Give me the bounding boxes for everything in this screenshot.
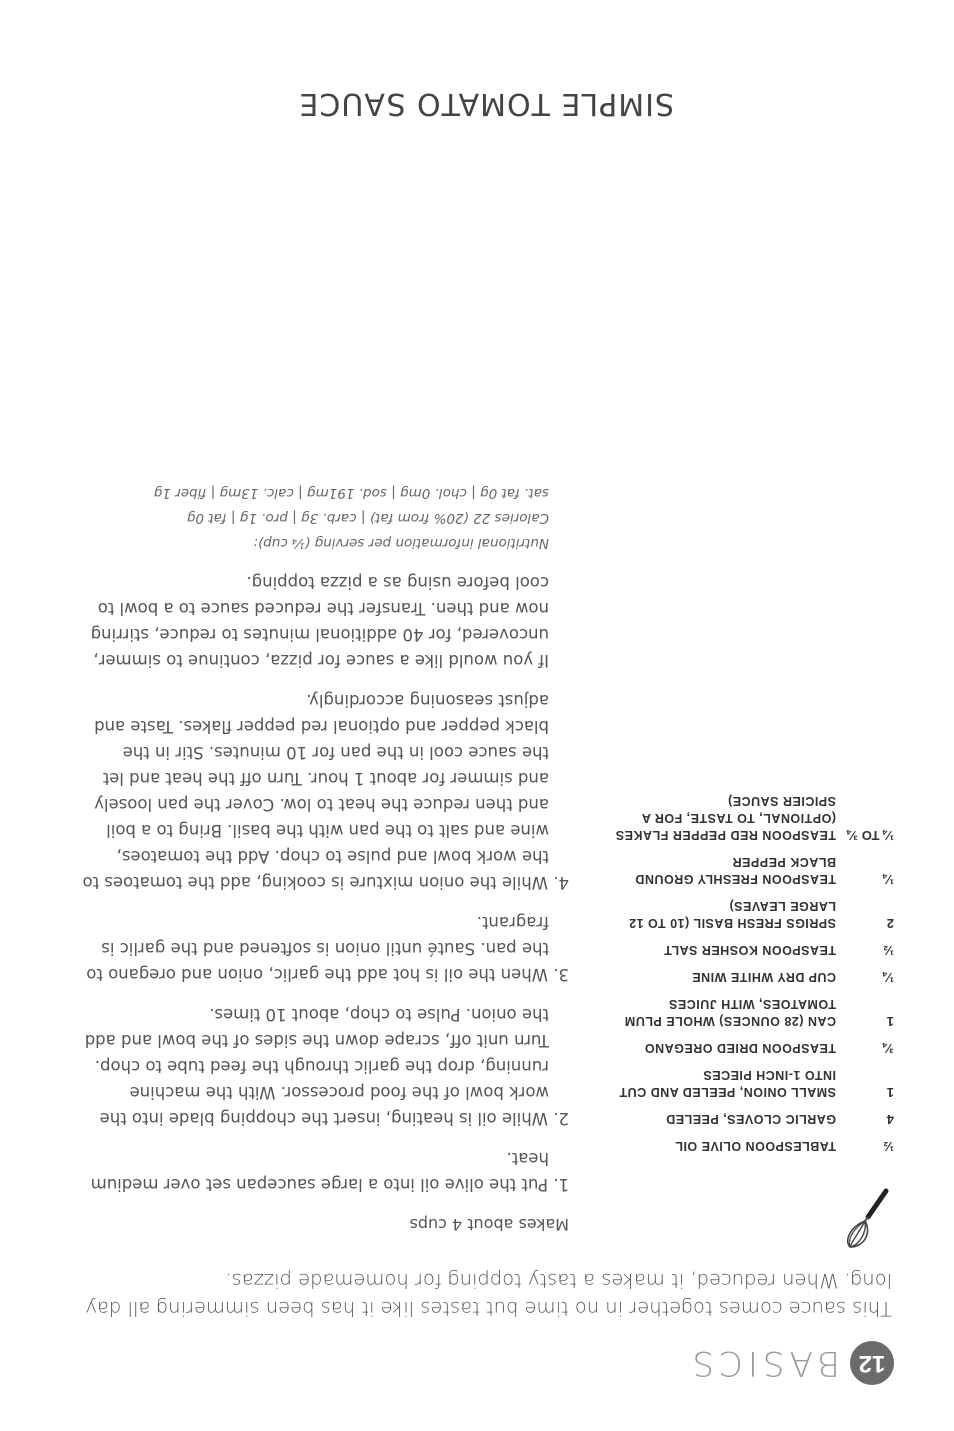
ingredient-quantity: ¼ [883, 872, 894, 887]
ingredient-name: SMALL ONION, PEELED AND CUT INTO 1-INCH PIECES [619, 1068, 836, 1099]
ingredient-item [594, 853, 894, 887]
nutrition-line: Calories 22 (20% from fat) | carb. 3g | pro. 1g | fat 0g [186, 510, 549, 526]
recipe-title: SIMPLE TOMATO SAUCE [298, 86, 674, 121]
ingredient-quantity: ¼ TO ¾ [847, 828, 894, 843]
ingredient-item [594, 1066, 894, 1100]
ingredient-item [594, 941, 894, 958]
method-step: 2. While oil is heating, insert the chopping blade into the work bowl of the food processor. With the machine running, drop the garlic through the feed tube to chop. Turn unit off, scrape down the sides of the bowl and add the onion. Pulse to chop, about 10 times. [84, 1005, 569, 1128]
method-step: 3. When the oil is hot add the garlic, onion and oregano to the pan. Sauté until onion is softened and the garlic is fragrant. [86, 913, 569, 984]
ingredient-item [594, 792, 894, 843]
ingredient-item [594, 897, 894, 931]
pizza-note: If you would like a sauce for pizza, continue to simmer, uncovered, for 40 additional minutes to reduce, stirring now and then. Transfer the reduced sauce to a bowl to cool before using as a pizza topping. [90, 573, 549, 670]
ingredient-quantity: 1 [886, 1014, 894, 1029]
method-step: 1. Put the olive oil into a large saucepan set over medium heat. [90, 1149, 569, 1194]
method-column [79, 480, 569, 1234]
ingredient-item [594, 995, 894, 1029]
ingredient-quantity: ¼ [883, 970, 894, 985]
ingredient-name: CUP DRY WHITE WINE [691, 970, 836, 984]
chapter-header [688, 1333, 894, 1393]
ingredient-list [594, 782, 894, 1154]
ingredient-quantity: ½ [883, 1139, 894, 1154]
ingredient-quantity: 4 [886, 1112, 894, 1127]
chapter-title: BASICS [687, 1343, 840, 1383]
ingredient-quantity: ½ [883, 943, 894, 958]
ingredient-name: TABLESPOON OLIVE OIL [674, 1139, 836, 1153]
nutrition-heading: Nutritional information per serving (¼ cup): [253, 535, 549, 551]
ingredient-quantity: 2 [886, 916, 894, 931]
ingredient-quantity: ¾ [883, 1041, 894, 1056]
ingredient-item [594, 1137, 894, 1154]
recipe-yield: Makes about 4 cups [409, 1215, 569, 1234]
ingredient-item [594, 968, 894, 985]
whisk-icon [840, 1185, 894, 1251]
ingredient-name: TEASPOON DRIED OREGANO [644, 1041, 836, 1055]
ingredient-name: TEASPOON RED PEPPER FLAKES (OPTIONAL, TO TASTE, FOR A SPICIER SAUCE) [615, 794, 836, 842]
ingredient-name: TEASPOON FRESHLY GROUND BLACK PEPPER [634, 855, 836, 886]
chapter-number-badge: 12 [850, 1341, 894, 1385]
ingredient-name: GARLIC CLOVES, PEELED [665, 1112, 836, 1126]
ingredient-name: TEASPOON KOSHER SALT [663, 943, 836, 957]
ingredient-quantity: 1 [886, 1085, 894, 1100]
ingredient-name: CAN (28 OUNCES) WHOLE PLUM TOMATOES, WITH JUICES [624, 997, 836, 1028]
ingredient-item [594, 1039, 894, 1056]
ingredient-name: SPRIGS FRESH BASIL (10 TO 12 LARGE LEAVES) [628, 899, 836, 930]
recipe-intro: This sauce comes together in no time but tastes like it has been simmering all day long. When reduced, it makes a tasty topping for homemade pizzas. [85, 1269, 892, 1320]
method-step: 4. While the onion mixture is cooking, add the tomatoes to the work bowl and pulse to chop. Add the tomatoes, wine and salt to the pan with the basil. Bring to a boil and then reduce the heat to low. Cover the pan loosely and simmer for about 1 hour. Turn off the heat and let the sauce cool in the pan for 10 minutes. Stir in the black pepper and optional red pepper flakes. Taste and adjust seasoning accordingly. [82, 691, 569, 892]
nutrition-line: sat. fat 0g | chol. 0mg | sod. 191mg | calc. 13mg | fiber 1g [153, 485, 549, 501]
nutrition-info [79, 480, 569, 555]
ingredient-item [594, 1110, 894, 1127]
